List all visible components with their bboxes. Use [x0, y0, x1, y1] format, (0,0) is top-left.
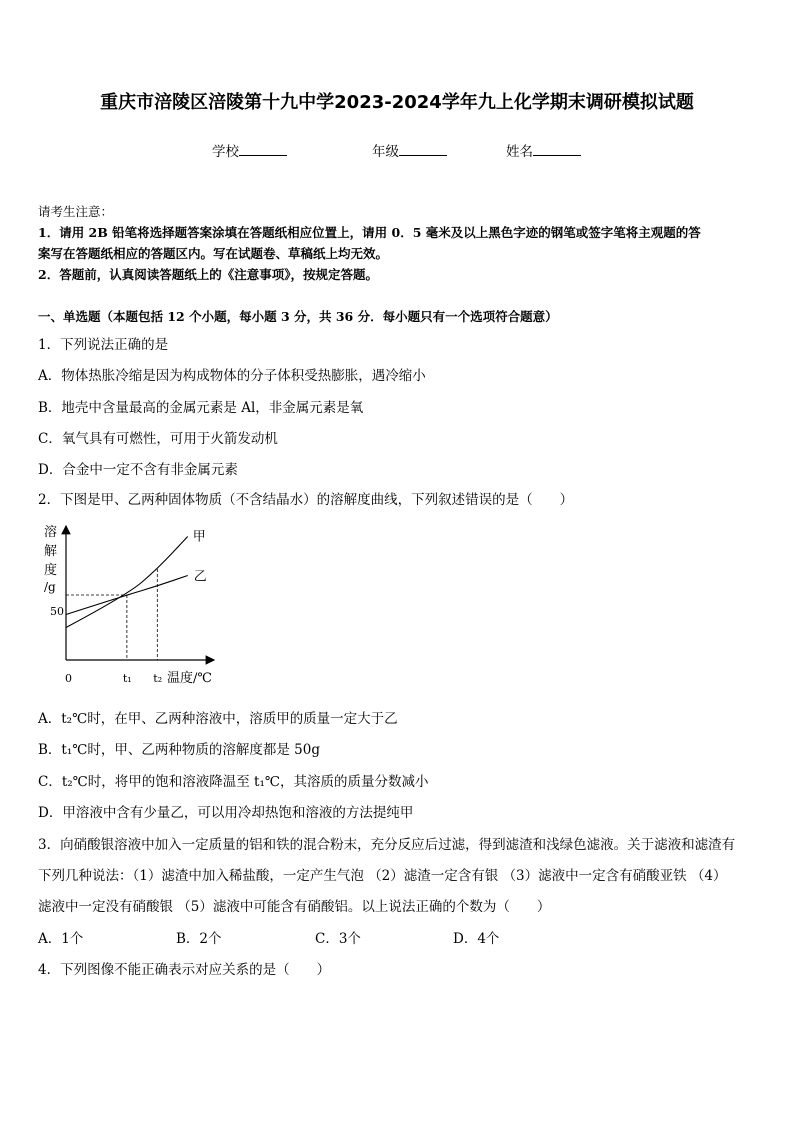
q3-stem-line2: 下列几种说法：（1）滤渣中加入稀盐酸，一定产生气泡 （2）滤渣一定含有银 （3）滤液中一定含有硝酸亚铁 （4） [38, 868, 727, 884]
q2-option-a: A．t₂℃时，在甲、乙两种溶液中，溶质甲的质量一定大于乙 [38, 711, 398, 727]
y-label-char-3: 度 [44, 563, 58, 578]
q2-option-d: D．甲溶液中含有少量乙，可以用冷却热饱和溶液的方法提纯甲 [38, 805, 414, 821]
q3-option-d: D．4个 [453, 931, 500, 947]
school-label: 学校 [212, 144, 239, 160]
q2-option-b: B．t₁℃时，甲、乙两种物质的溶解度都是 50g [38, 742, 320, 758]
name-blank[interactable] [533, 142, 581, 156]
grade-label: 年级 [372, 144, 399, 160]
origin-label: 0 [65, 672, 72, 685]
y-label-char-1: 溶 [44, 525, 58, 540]
q4-stem: 4．下列图像不能正确表示对应关系的是（ ） [38, 962, 331, 978]
x-tick-t1: t₁ [122, 672, 132, 685]
notice-heading: 请考生注意： [38, 204, 114, 219]
q1-option-c: C．氧气具有可燃性，可用于火箭发动机 [38, 431, 278, 447]
series-yi-label: 乙 [193, 569, 207, 585]
q3-option-b: B．2个 [176, 931, 222, 947]
school-blank[interactable] [239, 142, 287, 156]
q2-stem: 2．下图是甲、乙两种固体物质（不含结晶水）的溶解度曲线，下列叙述错误的是（ ） [38, 492, 574, 508]
q1-option-b: B．地壳中含量最高的金属元素是 Al，非金属元素是氧 [38, 400, 364, 416]
series-jia-label: 甲 [192, 529, 206, 545]
solubility-chart [30, 518, 230, 693]
q3-stem-line1: 3．向硝酸银溶液中加入一定质量的铝和铁的混合粉末，充分反应后过滤，得到滤渣和浅绿色滤液。关于滤液和滤渣有 [38, 837, 736, 853]
y-tick-50: 50 [50, 605, 64, 618]
q1-option-d: D．合金中一定不含有非金属元素 [38, 462, 238, 478]
q3-stem-line3: 滤液中一定没有硝酸银 （5）滤液中可能含有硝酸铝。以上说法正确的个数为（ ） [38, 899, 551, 915]
notice-item1-line2: 案写在答题纸相应的答题区内。写在试题卷、草稿纸上均无效。 [38, 246, 389, 261]
name-label: 姓名 [506, 144, 533, 160]
y-label-char-4: /g [44, 580, 56, 594]
q3-option-c: C．3个 [315, 931, 361, 947]
x-tick-t2: t₂ [153, 672, 163, 685]
series-yi-line [66, 576, 188, 615]
q1-option-a: A．物体热胀冷缩是因为构成物体的分子体积受热膨胀，遇冷缩小 [38, 368, 426, 384]
grade-field [372, 140, 447, 160]
y-label-char-2: 解 [44, 544, 58, 559]
grade-blank[interactable] [399, 142, 447, 156]
q1-stem: 1．下列说法正确的是 [38, 337, 169, 353]
name-field [506, 140, 581, 160]
q2-option-c: C．t₂℃时，将甲的饱和溶液降温至 t₁℃，其溶质的质量分数减小 [38, 774, 429, 790]
notice-item1-line1: 1．请用 2B 铅笔将选择题答案涂填在答题纸相应位置上，请用 0．5 毫米及以上黑色字迹的钢笔或签字笔将主观题的答 [38, 225, 701, 240]
x-axis-label: 温度/℃ [167, 671, 212, 686]
section-heading: 一、单选题（本题包括 12 个小题，每小题 3 分，共 36 分．每小题只有一个选项符合题意） [38, 309, 558, 324]
notice-item2: 2．答题前，认真阅读答题纸上的《注意事项》，按规定答题。 [38, 267, 378, 282]
school-field [212, 140, 287, 160]
page-title: 重庆市涪陵区涪陵第十九中学2023-2024学年九上化学期末调研模拟试题 [100, 92, 694, 113]
q3-option-a: A．1个 [38, 931, 84, 947]
